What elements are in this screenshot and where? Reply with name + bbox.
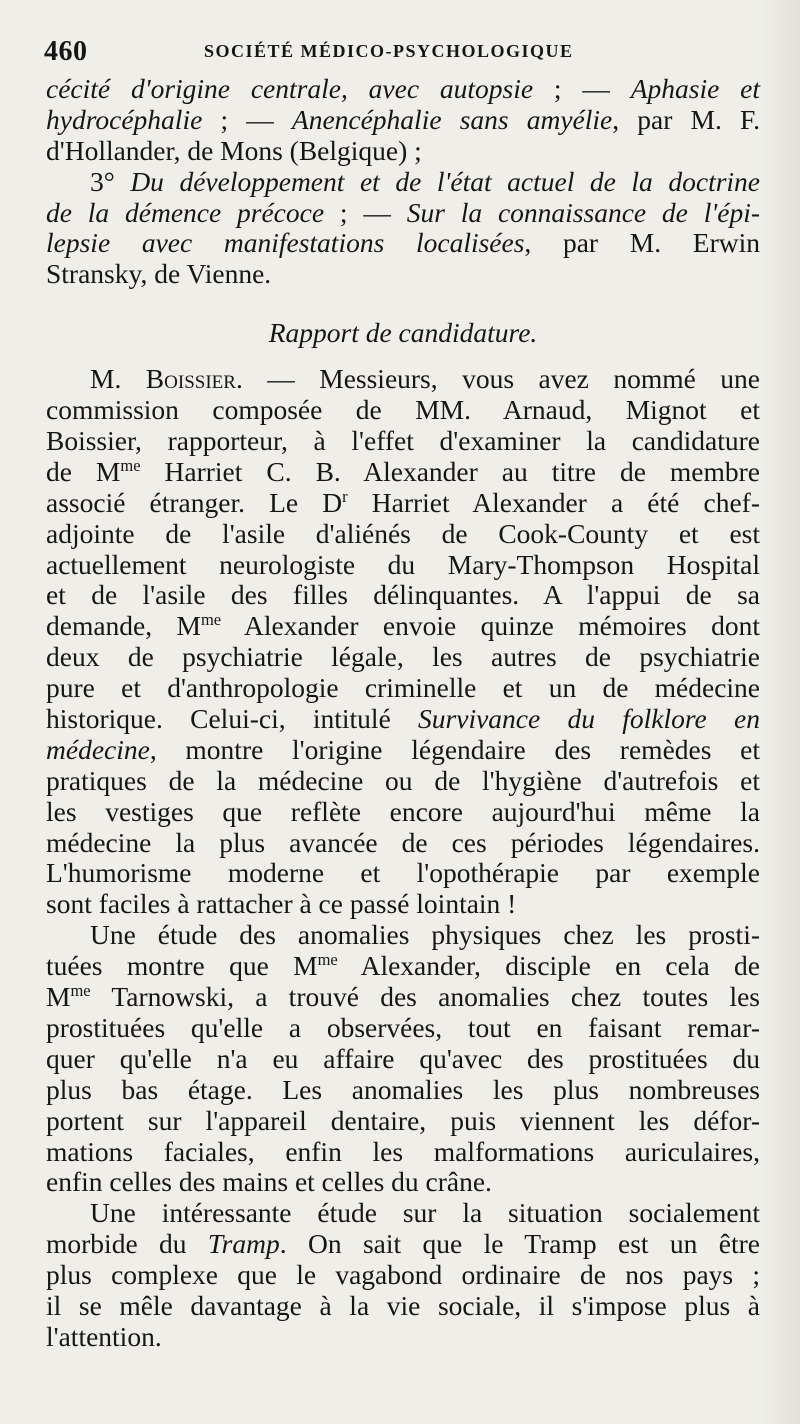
- section-title: Rapport de candidature.: [268, 317, 538, 349]
- text-line: mations faciales, enfin les malformations auriculaires,: [46, 1135, 760, 1167]
- text-line: portent sur l'appareil dentaire, puis viennent les défor-: [46, 1104, 760, 1136]
- text-line: quer qu'elle n'a eu affaire qu'avec des prostituées du: [46, 1042, 760, 1074]
- text-line: et de l'asile des filles délinquantes. A l'appui de sa: [46, 579, 760, 611]
- text-line: pratiques de la médecine ou de l'hygiène d'autrefois et: [46, 764, 760, 796]
- text-line: enfin celles des mains et celles du crâne.: [46, 1166, 492, 1198]
- text-line: deux de psychiatrie légale, les autres de psychiatrie: [46, 641, 760, 673]
- text-line: tuées montre que $M^{me}$ Alexander, disciple en cela de: [46, 950, 760, 982]
- text-line: l'attention.: [46, 1320, 162, 1352]
- body-text: [46, 74, 760, 1353]
- text-line: plus complexe que le vagabond ordinaire de nos pays ;: [46, 1259, 760, 1291]
- text-line: L'humorisme moderne et l'opothérapie par exemple: [46, 857, 760, 889]
- page-edge-shadow: [760, 0, 800, 1424]
- text-line: actuellement neurologiste du Mary-Thompson Hospital: [46, 548, 760, 580]
- page-number: 460: [44, 36, 88, 67]
- page-header: [44, 36, 764, 68]
- text-line: 3° Du développement et de l'état actuel de la doctrine: [90, 165, 761, 197]
- text-line: $M^{me}$ Tarnowski, a trouvé des anomalies chez toutes les: [46, 980, 760, 1013]
- running-head: SOCIÉTÉ MÉDICO-PSYCHOLOGIQUE: [204, 41, 574, 61]
- text-line: Une étude des anomalies physiques chez les prosti-: [90, 919, 760, 951]
- text-line: Boissier, rapporteur, à l'effet d'examiner la candidature: [46, 425, 760, 457]
- text-line: il se mêle davantage à la vie sociale, il s'impose plus à: [46, 1289, 760, 1321]
- text-line: associé étranger. Le $D^r$ Harriet Alexander a été chef-: [46, 486, 760, 518]
- text-line: plus bas étage. Les anomalies les plus nombreuses: [46, 1073, 760, 1105]
- text-line: hydrocéphalie ; — Anencéphalie sans amyélie, par M. F.: [46, 103, 760, 135]
- text-line: M. Boissier. — Messieurs, vous avez nommé une: [90, 363, 761, 395]
- text-line: les vestiges que reflète encore aujourd'hui même la: [46, 795, 760, 827]
- text-line: lepsie avec manifestations localisées, par M. Erwin: [46, 227, 760, 259]
- text-line: prostituées qu'elle a observées, tout en faisant remar-: [46, 1011, 760, 1043]
- text-line: de $M^{me}$ Harriet C. B. Alexander au titre de membre: [46, 455, 760, 487]
- text-line: pure et d'anthropologie criminelle et un de médecine: [46, 672, 760, 704]
- text-line: Une intéressante étude sur la situation socialement: [90, 1197, 760, 1229]
- text-line: demande, $M^{me}$ Alexander envoie quinze mémoires dont: [46, 610, 760, 642]
- text-line: historique. Celui-ci, intitulé Survivance du folklore en: [46, 703, 760, 735]
- text-line: d'Hollander, de Mons (Belgique) ;: [46, 134, 422, 166]
- text-line: médecine, montre l'origine légendaire des remèdes et: [46, 733, 760, 765]
- text-line: Stransky, de Vienne.: [46, 258, 272, 290]
- text-line: commission composée de MM. Arnaud, Mignot et: [46, 394, 760, 426]
- text-line: morbide du Tramp. On sait que le Tramp est un être: [46, 1228, 760, 1260]
- text-line: cécité d'origine centrale, avec autopsie ; — Aphasie et: [46, 73, 760, 104]
- text-line: de la démence précoce ; — Sur la connaissance de l'épi-: [46, 196, 760, 228]
- text-line: sont faciles à rattacher à ce passé lointain !: [46, 888, 517, 920]
- text-line: médecine la plus avancée de ces périodes légendaires.: [46, 826, 760, 858]
- text-line: adjointe de l'asile d'aliénés de Cook-County et est: [46, 517, 760, 549]
